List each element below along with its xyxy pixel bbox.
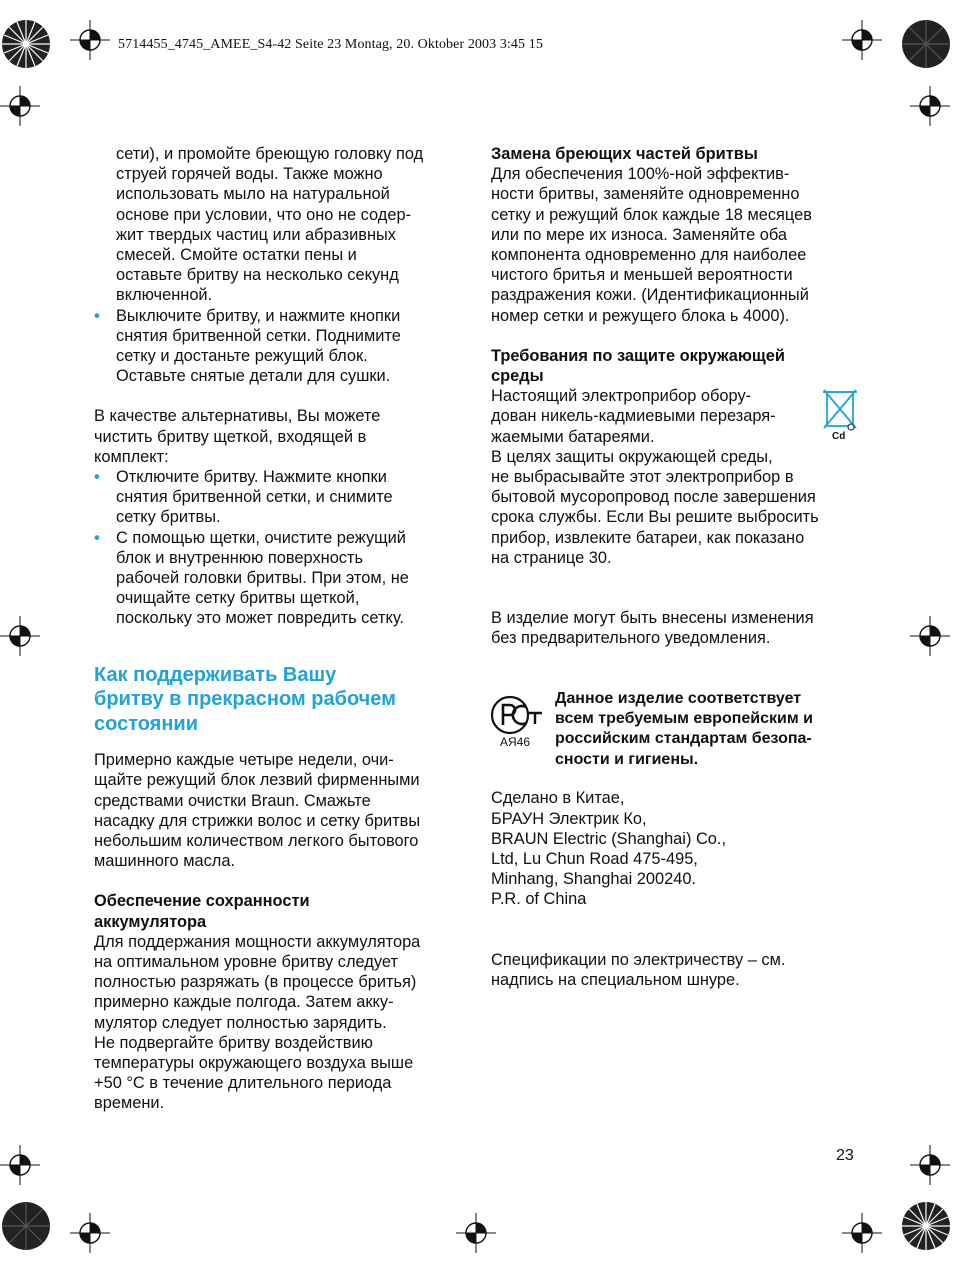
right-column — [491, 144, 863, 990]
text-line: блок и внутреннюю поверхность — [116, 548, 364, 567]
left-column — [94, 144, 466, 1114]
text-line: номер сетки и режущего блока ь 4000). — [491, 306, 790, 325]
address-block — [491, 788, 863, 909]
text-line: В качестве альтернативы, Вы можете — [94, 407, 381, 426]
text-line: не выбрасывайте этот электроприбор в — [491, 468, 794, 487]
crossed-bin-icon — [820, 388, 860, 444]
text-line: Требования по защите окружающей — [491, 346, 785, 365]
text-line: машинного масла. — [94, 852, 236, 871]
certification-text — [555, 689, 813, 770]
text-line: Данное изделие соответствует — [555, 690, 802, 707]
registration-mark-icon — [910, 1145, 950, 1185]
rst-certification-icon — [490, 694, 546, 736]
registration-mark-icon — [70, 20, 110, 60]
bullet-item — [94, 528, 466, 629]
text-line: поскольку это может повредить сетку. — [116, 609, 404, 628]
text-line: среды — [491, 367, 544, 386]
electrical-specs-note — [491, 950, 863, 990]
replacement-paragraph — [491, 164, 863, 326]
page-number: 23 — [836, 1147, 854, 1164]
text-line: Оставьте снятые детали для сушки. — [116, 367, 391, 386]
cd-label: Cd — [832, 431, 846, 442]
registration-mark-icon — [910, 86, 950, 126]
starburst-target-icon — [900, 1200, 952, 1252]
text-line: смесей. Смойте остатки пены и — [116, 246, 357, 265]
registration-mark-icon — [0, 616, 40, 656]
rst-code: АЯ46 — [500, 735, 531, 749]
text-line: жит твердых частиц или абразивных — [116, 225, 397, 244]
maintenance-paragraph — [94, 750, 466, 871]
registration-mark-icon — [0, 86, 40, 126]
text-line: небольшим количеством легкого бытового — [94, 831, 419, 850]
heading-line: Как поддерживать Вашу — [94, 663, 337, 686]
text-line: аккумулятора — [94, 912, 207, 931]
text-line: В целях защиты окружающей среды, — [491, 447, 773, 466]
text-line: комплект: — [94, 447, 169, 466]
text-line: использовать мыло на натуральной — [116, 185, 390, 204]
battery-subheading — [94, 891, 466, 931]
text-line: В изделие могут быть внесены изменения — [491, 609, 814, 628]
text-line: раздражения кожи. (Идентификационный — [491, 286, 809, 305]
text-line: компонента одновременно для наиболее — [491, 246, 807, 265]
text-line: +50 °C в течение длительного периода — [94, 1074, 392, 1093]
text-line: сетку и режущий блок каждые 18 месяцев — [491, 205, 812, 224]
starburst-target-icon — [0, 1200, 52, 1252]
text-line: БРАУН Электрик Ко, — [491, 809, 647, 828]
text-line: ности бритвы, заменяйте одновременно — [491, 185, 800, 204]
text-line: российским стандартам безопа- — [555, 730, 812, 748]
text-line: снятия бритвенной сетки. Поднимите — [116, 326, 401, 345]
text-line: Не подвергайте бритву воздействию — [94, 1033, 373, 1052]
heading-line: бритву в прекрасном рабочем — [94, 688, 396, 711]
text-line: срока службы. Если Вы решите выбросить — [491, 508, 819, 527]
text-line: • Отключите бритву. Нажмите кнопки — [116, 467, 466, 487]
replacement-heading: Замена бреющих частей бритвы — [491, 145, 758, 163]
text-line: • Выключите бритву, и нажмите кнопки — [116, 306, 466, 326]
text-line: струей горячей воды. Также можно — [116, 165, 383, 184]
text-line: мулятор следует полностью зарядить. — [94, 1013, 387, 1032]
text-line: бытовой мусоропровод после завершения — [491, 488, 816, 507]
text-line: или по мере их износа. Заменяйте оба — [491, 225, 788, 244]
text-line: очищайте сетку бритвы щеткой, — [116, 589, 360, 608]
text-line: полностью разряжать (в процессе бритья) — [94, 973, 417, 992]
text-line: прибор, извлеките батареи, как показано — [491, 528, 805, 547]
text-line: на оптимальном уровне бритву следует — [94, 953, 398, 971]
text-line: на странице 30. — [491, 548, 612, 567]
text-line: рабочей головки бритвы. При этом, не — [116, 569, 409, 588]
bullet-item — [94, 306, 466, 387]
registration-mark-icon — [910, 616, 950, 656]
section-heading — [94, 663, 466, 737]
changes-notice — [491, 608, 863, 648]
cleaning-paragraph — [94, 144, 466, 306]
text-line: Примерно каждые четыре недели, очи- — [94, 751, 394, 770]
registration-mark-icon — [842, 1213, 882, 1253]
text-line: Спецификации по электричеству – см. — [491, 950, 786, 969]
brush-intro-paragraph — [94, 406, 466, 467]
environment-heading — [491, 346, 863, 386]
print-header: 5714455_4745_AMEE_S4-42 Seite 23 Montag, 20. Oktober 2003 3:45 15 — [118, 37, 543, 52]
text-line: включенной. — [116, 286, 213, 305]
starburst-target-icon — [900, 18, 952, 70]
text-line: дован никель-кадмиевыми перезаря- — [491, 407, 776, 426]
text-line: надпись на специальном шнуре. — [491, 970, 740, 989]
registration-mark-icon — [842, 20, 882, 60]
text-line: сети), и промойте бреющую головку под — [116, 145, 424, 163]
text-line: сности и гигиены. — [555, 750, 699, 768]
text-line: Настоящий электроприбор обору- — [491, 387, 752, 406]
text-line: чистого бритья и меньшей вероятности — [491, 266, 793, 285]
starburst-target-icon — [0, 18, 52, 70]
text-line: насадку для стрижки волос и сетку бритвы — [94, 811, 421, 830]
bullet-item — [94, 467, 466, 528]
heading-line: состоянии — [94, 712, 199, 735]
text-line: • С помощью щетки, очистите режущий — [116, 528, 466, 548]
text-line: без предварительного уведомления. — [491, 629, 771, 648]
registration-mark-icon — [456, 1213, 496, 1253]
registration-mark-icon — [70, 1213, 110, 1253]
text-line: Обеспечение сохранности — [94, 892, 310, 911]
text-line: Для поддержания мощности аккумулятора — [94, 932, 421, 951]
text-line: сетку и достаньте режущий блок. — [116, 347, 368, 366]
environment-paragraph — [491, 386, 863, 568]
registration-mark-icon — [0, 1145, 40, 1185]
text-line: сетку бритвы. — [116, 508, 221, 527]
text-line: снятия бритвенной сетки, и снимите — [116, 488, 393, 507]
text-line: времени. — [94, 1094, 165, 1113]
text-line: щайте режущий блок лезвий фирменными — [94, 771, 420, 790]
text-line: BRAUN Electric (Shanghai) Co., — [491, 829, 727, 848]
text-line: чистить бритву щеткой, входящей в — [94, 427, 367, 446]
text-line: оставьте бритву на несколько секунд — [116, 266, 399, 285]
text-line: средствами очистки Braun. Смажьте — [94, 791, 371, 810]
text-line: Сделано в Китае, — [491, 789, 625, 808]
text-line: Ltd, Lu Chun Road 475-495, — [491, 850, 698, 869]
text-line: температуры окружающего воздуха выше — [94, 1054, 414, 1073]
text-line: жаемыми батареями. — [491, 427, 655, 446]
text-line: основе при условии, что оно не содер- — [116, 205, 412, 224]
text-line: Для обеспечения 100%-ной эффектив- — [491, 165, 790, 184]
text-line: P.R. of China — [491, 890, 587, 909]
battery-paragraph — [94, 932, 466, 1114]
text-line: Minhang, Shanghai 200240. — [491, 870, 697, 889]
text-line: примерно каждые полгода. Затем акку- — [94, 993, 394, 1012]
text-line: всем требуемым европейским и — [555, 710, 813, 728]
